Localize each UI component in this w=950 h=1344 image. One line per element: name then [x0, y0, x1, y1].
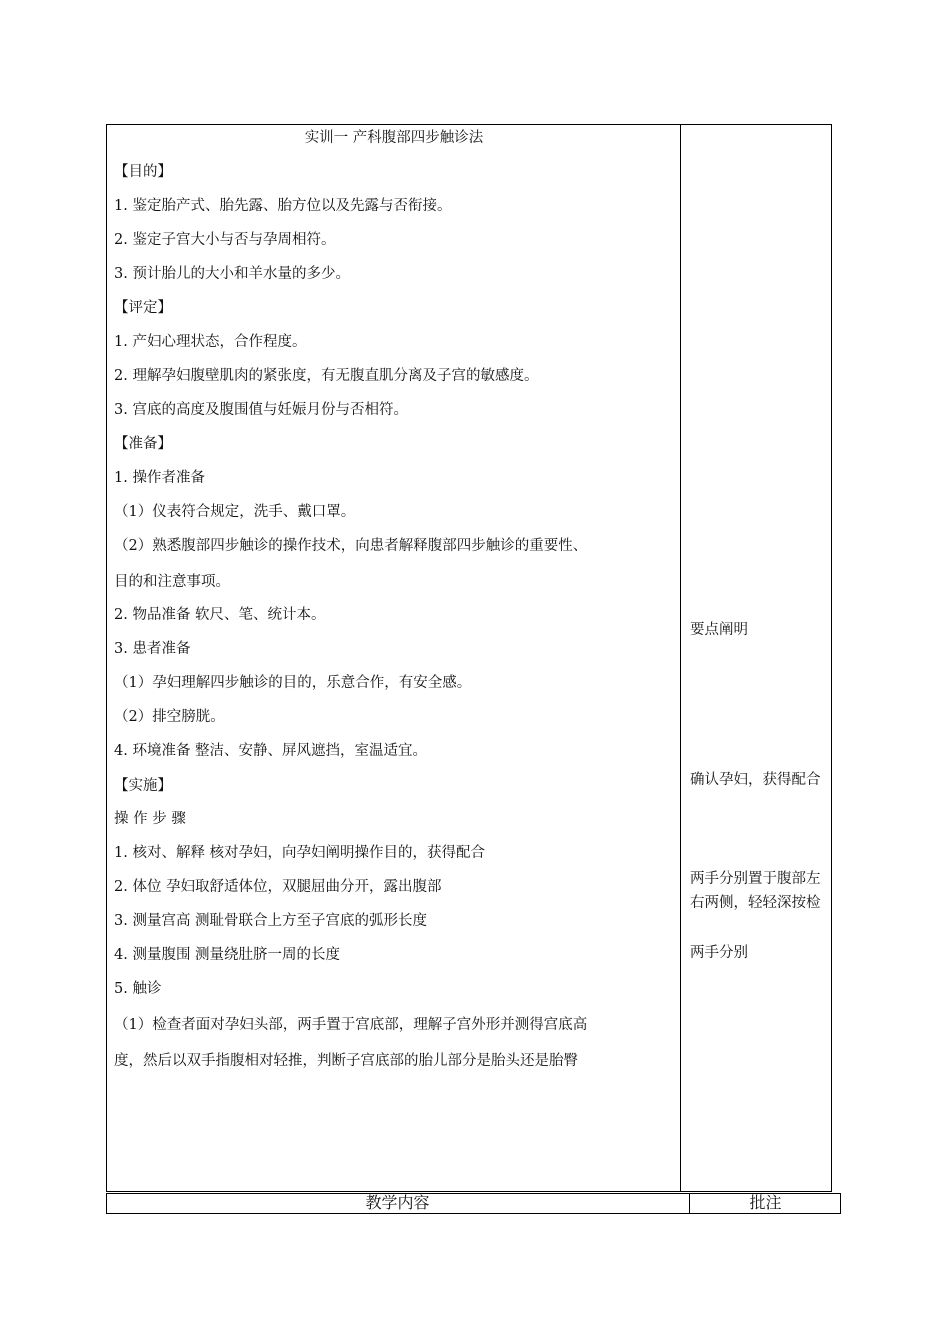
text-line: 3. 预计胎儿的大小和羊水量的多少。	[114, 266, 350, 282]
text-line: 2. 物品准备 软尺、笔、统计本。	[114, 607, 326, 623]
text-line: 1. 核对、解释 核对孕妇，向孕妇阐明操作目的，获得配合	[114, 845, 486, 861]
document-title: 实训一 产科腹部四步触诊法	[304, 130, 484, 146]
text-line: 3. 测量宫高 测耻骨联合上方至子宫底的弧形长度	[114, 913, 428, 929]
text-line: （2）排空膀胱。	[114, 709, 225, 725]
text-line: 1. 产妇心理状态，合作程度。	[114, 334, 307, 350]
text-line: 1. 操作者准备	[114, 470, 205, 486]
note-hands: 两手分别	[690, 945, 748, 961]
text-line: 2. 体位 孕妇取舒适体位，双腿屈曲分开，露出腹部	[114, 879, 442, 895]
text-line: 目的和注意事项。	[114, 574, 230, 590]
footer-teaching-content: 教学内容	[365, 1193, 430, 1212]
text-line: 2. 鉴定子宫大小与否与孕周相符。	[114, 232, 336, 248]
text-line: （1）孕妇理解四步触诊的目的，乐意合作，有安全感。	[114, 675, 472, 691]
text-line: 3. 患者准备	[114, 641, 191, 657]
text-line: 3. 宫底的高度及腹围值与妊娠月份与否相符。	[114, 402, 408, 418]
text-line: 4. 测量腹围 测量绕肚脐一周的长度	[114, 947, 341, 963]
text-line: 5. 触诊	[114, 981, 162, 997]
text-line: 2. 理解孕妇腹壁肌肉的紧张度，有无腹直肌分离及子宫的敏感度。	[114, 368, 539, 384]
section-heading-implementation: 【实施】	[114, 778, 172, 794]
section-heading-preparation: 【准备】	[114, 436, 172, 452]
section-heading-purpose: 【目的】	[114, 164, 172, 180]
text-line: （2）熟悉腹部四步触诊的操作技术，向患者解释腹部四步触诊的重要性、	[114, 538, 588, 554]
text-line: （1）仪表符合规定，洗手、戴口罩。	[114, 504, 356, 520]
note-confirm: 确认孕妇，获得配合	[690, 772, 821, 788]
section-heading-assessment: 【评定】	[114, 300, 172, 316]
text-line: 4. 环境准备 整洁、安静、屏风遮挡，室温适宜。	[114, 743, 428, 759]
note-palpation: 两手分别置于腹部左右两侧，轻轻深按检	[690, 871, 821, 911]
text-line: 1. 鉴定胎产式、胎先露、胎方位以及先露与否衔接。	[114, 198, 452, 214]
text-line: 操 作 步 骤	[114, 811, 186, 827]
footer-annotation: 批注	[749, 1193, 782, 1212]
column-divider	[680, 124, 681, 1192]
text-line: （1）检查者面对孕妇头部，两手置于宫底部，理解子宫外形并测得宫底高	[114, 1017, 588, 1033]
text-line: 度，然后以双手指腹相对轻推，判断子宫底部的胎儿部分是胎头还是胎臀	[114, 1053, 578, 1069]
note-key-points: 要点阐明	[690, 622, 748, 638]
